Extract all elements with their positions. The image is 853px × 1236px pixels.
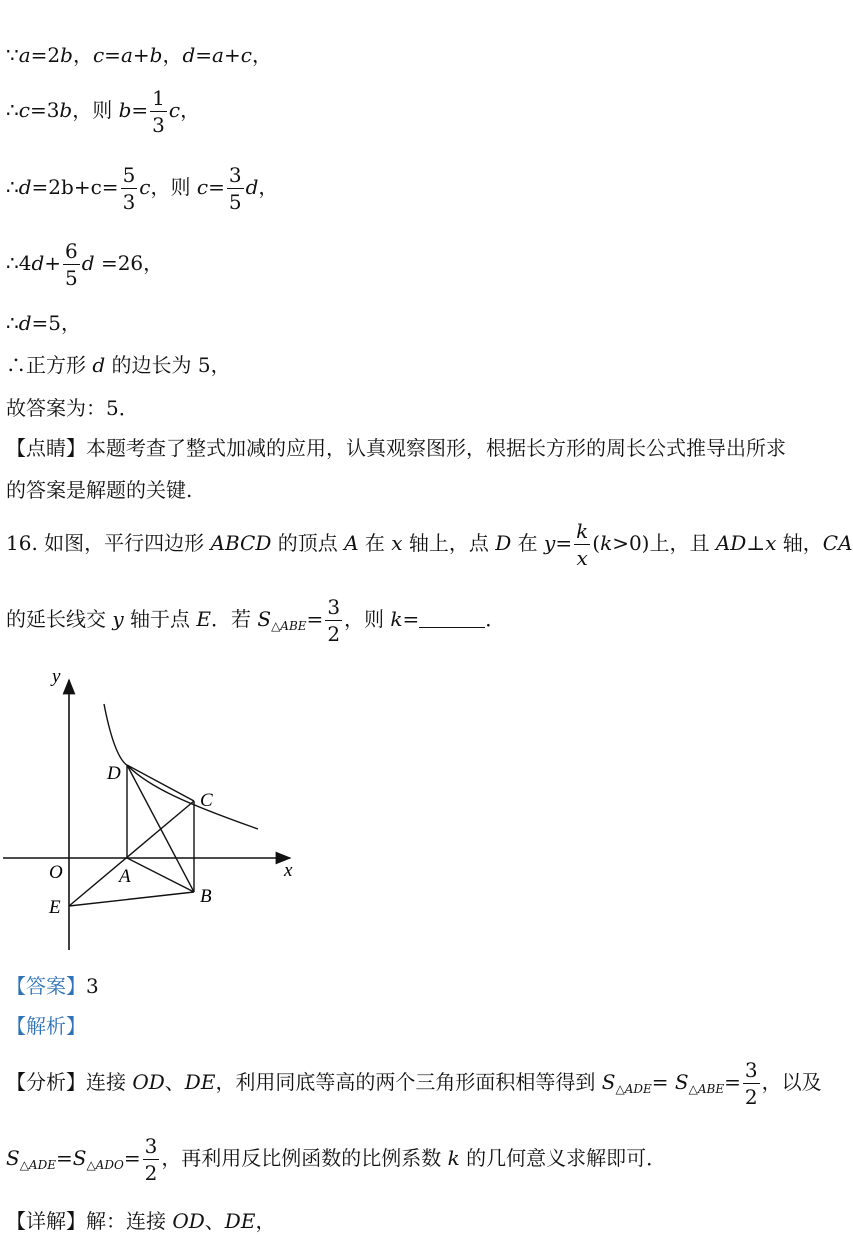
var: k [600,531,613,555]
fraction [63,238,80,291]
denominator: 5 [65,266,78,290]
segment-EC [69,801,194,906]
text: = [131,98,149,122]
text: = [306,607,324,631]
label-E: E [49,897,61,918]
perp-symbol: ⊥ [746,531,766,555]
text: =26， [94,251,164,275]
text: 轴于点 [123,607,197,631]
var: S [6,1146,20,1170]
numerator: 3 [228,163,242,187]
solution-line-5 [6,310,81,336]
detail-line [6,1208,275,1234]
var: k [447,1146,460,1170]
geometry-figure [0,660,330,960]
label-O: O [49,862,63,883]
text: = [402,607,420,631]
var: AD [715,531,747,555]
var: d [18,311,32,335]
comment-line-1: 【点睛】本题考查了整式加减的应用，认真观察图形，根据长方形的周长公式推导出所求 [6,436,786,460]
var: d [182,43,196,67]
text: ， [180,98,201,122]
solution-line-4 [6,238,163,291]
text: 4 [18,251,32,275]
var: d [81,251,95,275]
label-A: A [119,866,131,887]
text: = [195,43,213,67]
text: ( [592,531,601,555]
text: 上，且 [649,531,716,555]
var: DE [224,1209,256,1233]
therefore-symbol: ∴ [6,175,19,199]
var: A [344,531,359,555]
denominator: 5 [228,190,242,214]
solution-line-3 [6,162,278,215]
var: c [139,175,151,199]
var: DE [184,1070,216,1094]
var: c [240,43,252,67]
text: = [55,1146,73,1170]
therefore-symbol: ∴ [6,311,19,335]
var: S [674,1070,689,1094]
fraction [143,1133,160,1186]
solution-line-7: 故答案为：5． [6,396,139,420]
text: 轴， [776,531,823,555]
therefore-symbol: ∴ [6,251,19,275]
fenxi-line-1 [6,1057,822,1110]
text: = [651,1070,675,1094]
subscript: △ABE [688,1082,725,1096]
var: b [149,43,163,67]
because-symbol: ∵ [6,43,19,67]
numerator: k [576,519,589,543]
solution-line-2 [6,85,200,138]
numerator: 3 [144,1134,158,1158]
detail-label: 【详解】 [6,1209,86,1233]
denominator: 2 [327,622,341,646]
fraction [325,594,342,647]
text: ．若 [211,607,258,631]
denominator: 2 [144,1161,158,1185]
text: 的边长为 5， [105,353,231,377]
var: b [59,98,73,122]
text: 的几何意义求解即可． [459,1146,667,1170]
question-16-line-2 [6,594,505,647]
text: >0) [612,531,650,555]
label-C: C [200,790,213,811]
var: CA [822,531,853,555]
text: = [724,1070,741,1094]
var: d [92,353,106,377]
text: ，则 [72,98,119,122]
var: ABCD [210,531,272,555]
text: = [123,1146,141,1170]
fenxi-line-2 [6,1133,666,1186]
answer-line [6,973,99,999]
text: + [44,251,62,275]
var: E [196,607,211,631]
fraction [121,162,138,215]
text: 连接 [86,1070,133,1094]
var: c [18,98,30,122]
text: 、 [204,1209,225,1233]
var: b [60,43,73,67]
numerator: 1 [152,86,165,110]
text: 的延长线交 [6,607,113,631]
var: k [390,607,403,631]
text: 如图，平行四边形 [37,531,211,555]
var: S [257,607,272,631]
numerator: 3 [744,1058,758,1082]
var: OD [132,1070,165,1094]
segment-AB [127,858,194,892]
text: ， [72,43,93,67]
fraction [150,85,167,138]
text: ． [485,607,506,631]
text: ， [255,1209,276,1233]
text: 正方形 [26,353,93,377]
answer-blank [419,609,485,628]
var: x [391,531,403,555]
text: 、 [164,1070,185,1094]
analysis-label: 【解析】 [6,1014,86,1038]
therefore-symbol: ∴ [6,98,19,122]
text: 轴上，点 [402,531,496,555]
var: b [118,98,132,122]
var: S [601,1070,616,1094]
solution-line-1 [6,42,272,68]
label-y: y [52,666,61,687]
fraction [743,1057,760,1110]
text: ，则 [150,175,197,199]
answer-label: 【答案】 [6,974,86,998]
subscript: △ADE [19,1158,56,1172]
numerator: 3 [327,595,341,619]
text: ，则 [344,607,391,631]
var: a [18,43,31,67]
denominator: 3 [152,113,165,137]
segment-EB [69,892,194,906]
comment-line-2: 的答案是解题的关键. [6,478,193,502]
var: d [31,251,45,275]
var: c [168,98,181,122]
text: 解：连接 [86,1209,173,1233]
text: = [555,531,573,555]
question-16-line-1 [6,518,853,571]
text: ，利用同底等高的两个三角形面积相等得到 [215,1070,602,1094]
label-D: D [107,763,121,784]
text: + [223,43,241,67]
fenxi-label: 【分析】 [6,1070,86,1094]
var: d [18,175,32,199]
text: ，再利用反比例函数的比例系数 [161,1146,448,1170]
var: y [112,607,124,631]
therefore-symbol: ∴ [6,353,26,377]
denominator: 3 [122,190,136,214]
label-B: B [200,886,212,907]
numerator: 6 [65,239,78,263]
text: ， [258,175,279,199]
text: =2 [30,43,61,67]
subscript: △ADO [86,1158,124,1172]
fraction [574,518,590,571]
text: + [132,43,150,67]
text: ， [162,43,183,67]
var: x [765,531,777,555]
answer-value: 3 [86,974,99,998]
text: ， [251,43,272,67]
text: 的顶点 [271,531,345,555]
subscript: △ADE [615,1082,652,1096]
text: =5， [31,311,82,335]
fraction [227,162,244,215]
var: c [196,175,209,199]
question-number: 16. [6,531,38,555]
var: d [245,175,259,199]
var: y [544,531,556,555]
text: = [104,43,121,67]
var: OD [172,1209,205,1233]
solution-line-6 [6,352,231,378]
text: =3 [29,98,60,122]
var: a [120,43,133,67]
var: D [495,531,512,555]
text: 在 [358,531,392,555]
text: =2b+c= [31,175,119,199]
denominator: 2 [744,1085,758,1109]
label-x: x [284,860,293,881]
subscript: △ABE [271,619,307,633]
denominator: x [576,546,588,570]
text: ，以及 [761,1070,822,1094]
var: c [92,43,105,67]
text: 在 [511,531,545,555]
var: a [212,43,224,67]
numerator: 5 [122,163,136,187]
text: = [208,175,225,199]
var: S [72,1146,87,1170]
